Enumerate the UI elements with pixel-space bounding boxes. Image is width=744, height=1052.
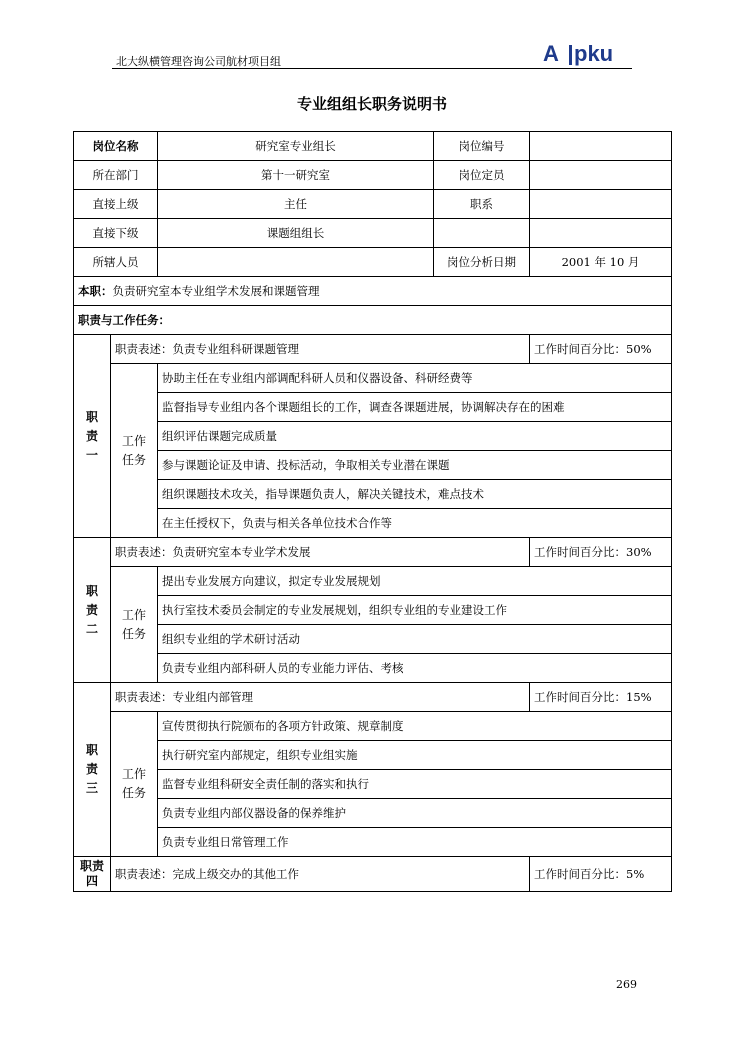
task-text: 执行研究室内部规定，组织专业组实施 [158,741,672,770]
duty-label-char: 责 [85,602,98,617]
task-row [74,422,672,451]
task-row [74,712,672,741]
info-row [74,132,672,161]
duty-label-char: 四 [85,874,98,888]
duty-label [74,857,111,892]
worktask-label-line: 工作 [121,767,146,781]
task-text: 参与课题论证及申请、投标活动，争取相关专业潜在课题 [158,451,672,480]
duty-label-char: 责 [85,428,98,443]
worktask-label [111,364,158,538]
info-value [530,190,672,219]
info-label: 所辖人员 [74,248,158,277]
task-row [74,625,672,654]
task-row [74,596,672,625]
benzhi-row [74,277,672,306]
worktask-label-line: 工作 [121,607,146,622]
table-body [74,132,672,892]
duty-statement-row [74,857,672,892]
header-rule [112,68,632,69]
info-label: 直接下级 [74,219,158,248]
task-row [74,828,672,857]
task-row [74,393,672,422]
task-text: 协助主任在专业组内部调配科研人员和仪器设备、科研经费等 [158,364,672,393]
info-label: 所在部门 [74,161,158,190]
duty-statement-row [74,683,672,712]
logo-text-right: pku [574,41,614,66]
benzhi-cell [74,277,672,306]
task-text: 组织课题技术攻关，指导课题负责人，解决关键技术，难点技术 [158,480,672,509]
task-text: 负责专业组内部科研人员的专业能力评估、考核 [158,654,672,683]
logo-text-left: A [543,41,559,66]
duty-label-char: 一 [85,447,98,462]
company-logo [543,42,633,68]
duties-heading: 职责与工作任务： [74,306,672,335]
task-row [74,567,672,596]
info-value: 课题组组长 [158,219,434,248]
task-text: 提出专业发展方向建议，拟定专业发展规划 [158,567,672,596]
duty-label-char: 三 [85,781,98,795]
info-row [74,161,672,190]
duty-statement-row [74,335,672,364]
duties-heading-row [74,306,672,335]
task-row [74,480,672,509]
worktask-label [111,567,158,683]
task-text: 监督指导专业组内各个课题组长的工作，调查各课题进展，协调解决存在的困难 [158,393,672,422]
duty-label-char: 职 [85,409,98,424]
task-text: 执行室技术委员会制定的专业发展规划，组织专业组的专业建设工作 [158,596,672,625]
info-value [530,161,672,190]
info-value: 主任 [158,190,434,219]
info-value [158,248,434,277]
duty-time-percent: 工作时间百分比：30% [530,538,672,567]
header-company-name: 北大纵横管理咨询公司航材项目组 [116,55,281,68]
task-row [74,770,672,799]
info-value: 2001 年 10 月 [530,248,672,277]
task-text: 负责专业组内部仪器设备的保养维护 [158,799,672,828]
task-text: 宣传贯彻执行院颁布的各项方针政策、规章制度 [158,712,672,741]
task-row [74,799,672,828]
duty-time-percent: 工作时间百分比：15% [530,683,672,712]
duty-label-char: 职责 [79,859,104,873]
task-row [74,654,672,683]
info-value: 第十一研究室 [158,161,434,190]
page-number: 269 [616,978,637,991]
info-label [434,219,530,248]
task-text: 监督专业组科研安全责任制的落实和执行 [158,770,672,799]
task-text: 组织评估课题完成质量 [158,422,672,451]
duty-statement: 职责表述：完成上级交办的其他工作 [111,857,530,892]
info-label: 岗位编号 [434,132,530,161]
info-label: 岗位分析日期 [434,248,530,277]
info-label: 直接上级 [74,190,158,219]
info-label: 职系 [434,190,530,219]
duty-statement: 职责表述：负责专业组科研课题管理 [111,335,530,364]
duty-label [74,538,111,683]
task-text: 负责专业组日常管理工作 [158,828,672,857]
benzhi-label: 本职： [78,284,113,298]
duty-statement-row [74,538,672,567]
duty-label-char: 二 [85,621,98,636]
info-row [74,219,672,248]
info-value [530,132,672,161]
task-row [74,364,672,393]
worktask-label [111,712,158,857]
info-row [74,248,672,277]
duty-label [74,683,111,857]
worktask-label-line: 任务 [121,786,146,800]
info-label: 岗位名称 [74,132,158,161]
task-row [74,509,672,538]
duty-time-percent: 工作时间百分比：50% [530,335,672,364]
duty-statement: 职责表述：专业组内部管理 [111,683,530,712]
worktask-label-line: 任务 [121,626,146,641]
duty-label [74,335,111,538]
info-row [74,190,672,219]
info-value [530,219,672,248]
task-row [74,451,672,480]
duty-label-char: 职 [85,743,98,757]
job-description-table [73,131,672,892]
task-text: 组织专业组的学术研讨活动 [158,625,672,654]
benzhi-text: 负责研究室本专业组学术发展和课题管理 [112,284,320,298]
info-label: 岗位定员 [434,161,530,190]
info-value: 研究室专业组长 [158,132,434,161]
task-row [74,741,672,770]
document-title: 专业组组长职务说明书 [296,95,447,113]
duty-time-percent: 工作时间百分比：5% [530,857,672,892]
worktask-label-line: 工作 [121,433,146,448]
task-text: 在主任授权下，负责与相关各单位技术合作等 [158,509,672,538]
duty-label-char: 职 [85,583,98,598]
worktask-label-line: 任务 [121,452,146,467]
duty-statement: 职责表述：负责研究室本专业学术发展 [111,538,530,567]
logo-divider [569,45,572,65]
duty-label-char: 责 [85,762,98,776]
